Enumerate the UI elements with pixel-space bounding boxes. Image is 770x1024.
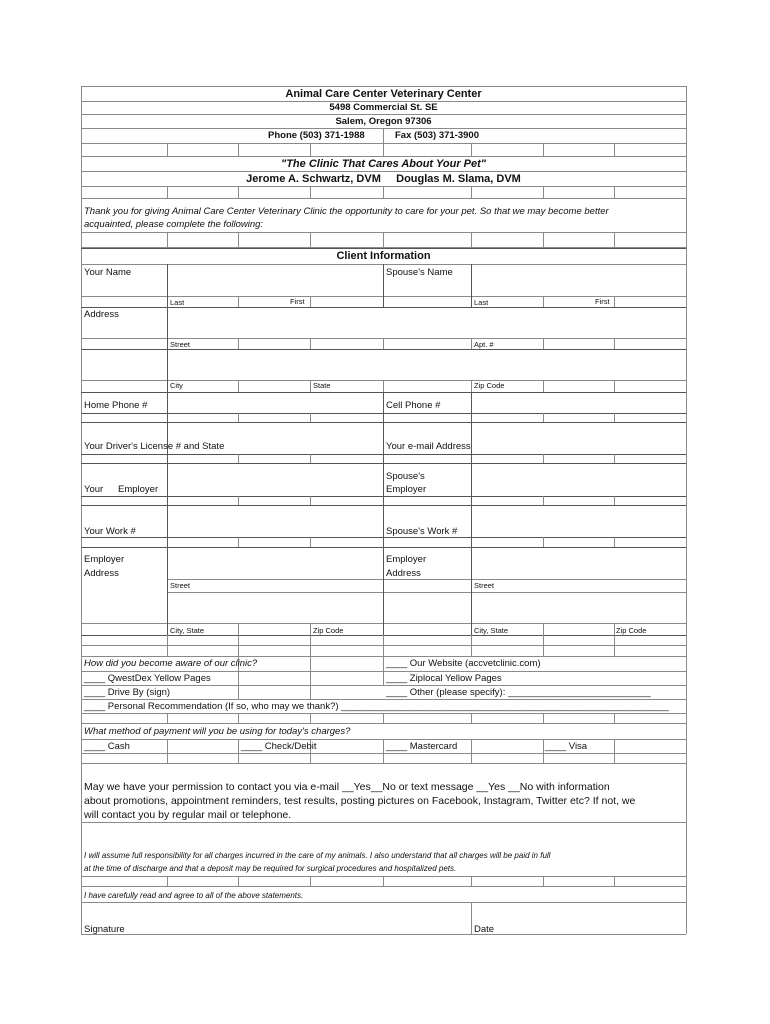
cell-phone-field[interactable] [472, 393, 686, 413]
intro-line-1: Thank you for giving Animal Care Center Veterinary Clinic the opportunity to care for your pet. So that we may become better [84, 206, 609, 217]
permission-line-1: May we have your permission to contact you via e-mail __Yes__No or text message __Yes __No with information [84, 781, 610, 793]
payment-cash-option[interactable]: ____ Cash [84, 741, 130, 752]
referral-ziplocal-option[interactable]: ____ Ziplocal Yellow Pages [386, 673, 502, 684]
signature-field[interactable] [130, 903, 470, 934]
employer-street-label: Street [170, 581, 191, 590]
spouse-employer-address-field[interactable] [472, 548, 686, 579]
payment-visa-option[interactable]: ____ Visa [545, 741, 588, 752]
last-label: Last [170, 298, 185, 307]
referral-drive-by-option[interactable]: ____ Drive By (sign) [84, 687, 171, 698]
apt-label: Apt. # [474, 340, 494, 349]
referral-other-option[interactable]: ____ Other (please specify): ___________________________ [386, 687, 651, 698]
home-phone-field[interactable] [168, 393, 383, 413]
zip-label: Zip Code [474, 381, 505, 390]
street-label: Street [170, 340, 191, 349]
referral-personal-option[interactable]: ____ Personal Recommendation (If so, who may we thank?) ______________________________________________________________ [84, 701, 669, 712]
agreement-statement: I have carefully read and agree to all of the above statements. [84, 891, 304, 900]
your-label: Your [84, 484, 104, 495]
your-name-field[interactable] [168, 265, 383, 296]
address-city-field[interactable] [168, 350, 686, 380]
responsibility-line-2: at the time of discharge and that a deposit may be required for surgical procedures and hospitalized pets. [84, 864, 457, 873]
client-info-title: Client Information [336, 250, 431, 262]
email-label: Your e-mail Address [386, 441, 471, 452]
spouse-work-label: Spouse's Work # [386, 526, 458, 537]
email-field[interactable] [472, 423, 686, 454]
state-label: State [313, 381, 331, 390]
employer-zip-label: Zip Code [313, 626, 344, 635]
spouse-name-label: Spouse's Name [386, 267, 453, 278]
referral-qwest-option[interactable]: ____ QwestDex Yellow Pages [84, 673, 211, 684]
clinic-street: 5498 Commercial St. SE [329, 102, 438, 113]
spouse-employer-label: Employer [386, 484, 427, 495]
employer-city-state-label: City, State [170, 626, 205, 635]
date-label: Date [474, 924, 495, 935]
spouse-name-field[interactable] [472, 265, 686, 296]
referral-website-option[interactable]: ____ Our Website (accvetclinic.com) [386, 658, 541, 669]
employer-label: Employer [118, 484, 159, 495]
drivers-license-label: Your Driver's License # and State [84, 441, 225, 452]
payment-check-option[interactable]: ____ Check/Debit [241, 741, 317, 752]
first-label: First [290, 297, 305, 306]
intro-line-2: acquainted, please complete the following: [84, 219, 264, 230]
spouses-label: Spouse's [386, 471, 425, 482]
responsibility-line-1: I will assume full responsibility for all charges incurred in the care of my animals. I also understand that all charges will be paid in full [84, 851, 551, 860]
address-street-field[interactable] [168, 308, 686, 338]
spouse-first-label: First [595, 297, 610, 306]
clinic-city: Salem, Oregon 97306 [335, 116, 432, 127]
employer-field[interactable] [168, 464, 383, 496]
spouse-employer-city-field[interactable] [472, 593, 686, 623]
employer-city-field[interactable] [168, 593, 383, 623]
clinic-doctors: Jerome A. Schwartz, DVM Douglas M. Slama, DVM [246, 173, 521, 185]
employer-address-field[interactable] [168, 548, 383, 579]
permission-line-2: about promotions, appointment reminders, test results, posting pictures on Facebook, Instagram, Twitter etc? If not, we [84, 795, 636, 807]
referral-question: How did you become aware of our clinic? [84, 658, 258, 669]
payment-question: What method of payment will you be using for today's charges? [84, 726, 351, 737]
employer-address-label-l1: Employer [84, 554, 125, 565]
signature-label: Signature [84, 924, 125, 935]
clinic-name: Animal Care Center Veterinary Center [285, 88, 482, 100]
clinic-slogan: "The Clinic That Cares About Your Pet" [281, 158, 486, 170]
your-work-label: Your Work # [84, 526, 136, 537]
clinic-phone: Phone (503) 371-1988 [268, 130, 365, 141]
cell-phone-label: Cell Phone # [386, 400, 441, 411]
spouse-employer-address-label-l2: Address [386, 568, 421, 579]
drivers-license-field[interactable] [168, 423, 383, 454]
address-label: Address [84, 309, 119, 320]
spouse-employer-city-state-label: City, State [474, 626, 509, 635]
city-label: City [170, 381, 183, 390]
payment-mastercard-option[interactable]: ____ Mastercard [386, 741, 458, 752]
spouse-employer-street-label: Street [474, 581, 495, 590]
clinic-fax: Fax (503) 371-3900 [395, 130, 479, 141]
spouse-work-field[interactable] [472, 506, 686, 537]
date-field[interactable] [500, 903, 686, 934]
spouse-employer-zip-label: Zip Code [616, 626, 647, 635]
employer-address-label-l2: Address [84, 568, 119, 579]
your-name-label: Your Name [84, 267, 132, 278]
spouse-employer-address-label-l1: Employer [386, 554, 427, 565]
spouse-employer-field[interactable] [472, 464, 686, 496]
your-work-field[interactable] [168, 506, 383, 537]
home-phone-label: Home Phone # [84, 400, 148, 411]
spouse-last-label: Last [474, 298, 489, 307]
permission-line-3: will contact you by regular mail or telephone. [84, 809, 292, 821]
